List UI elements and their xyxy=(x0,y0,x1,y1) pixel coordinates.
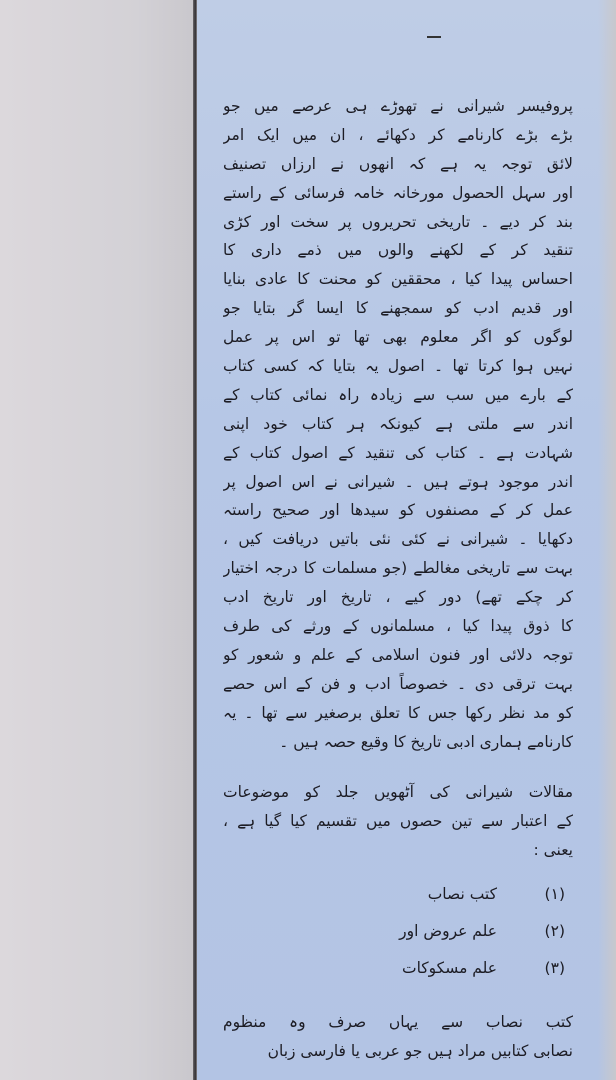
text-line: لائق توجہ یہ ہے کہ انھوں نے ارزاں تصنیف xyxy=(223,154,573,173)
text-line: بہت سے تاریخی مغالطے (جو مسلمات کا درجہ اختیار xyxy=(223,559,573,578)
topic-list xyxy=(223,875,573,986)
text-line: اندر موجود ہوتے ہیں ۔ شیرانی نے اس اصول پر xyxy=(223,472,573,491)
book-page xyxy=(197,0,616,1080)
text-line: کے بارے میں سب سے زیادہ راہ نمائی کتاب کے xyxy=(223,385,573,404)
list-item xyxy=(223,912,573,949)
list-label: علم عروض اور xyxy=(399,921,497,940)
paragraph-1 xyxy=(223,92,573,756)
text-line: احساس پیدا کیا ، محققین کو محنت کا عادی بنایا xyxy=(223,270,573,289)
paragraph-3 xyxy=(223,1008,573,1066)
list-number: (۱) xyxy=(544,884,565,903)
text-line: لوگوں کو اگر معلوم بھی تھا تو اس پر عمل xyxy=(223,328,573,347)
text-line: توجہ دلائی اور فنون اسلامی کے علم و شعور کو xyxy=(223,645,573,664)
list-number: (۲) xyxy=(544,921,565,940)
text-line: نہیں ہوا کرتا تھا ۔ اصول یہ بتایا کہ کسی کتاب xyxy=(223,357,573,376)
header-mark xyxy=(427,36,441,38)
page-text xyxy=(223,92,573,1066)
text-line: کارنامے ہماری ادبی تاریخ کا وقیع حصہ ہیں ۔ xyxy=(279,732,573,751)
text-line: اندر سے ملتی ہے کیونکہ ہر کتاب خود اپنی xyxy=(223,414,573,433)
text-line: اور قدیم ادب کو سمجھنے کا ایسا گر بتایا جو xyxy=(223,299,573,318)
text-line: نصابی کتابیں مراد ہیں جو عربی یا فارسی زبان xyxy=(267,1042,573,1061)
paragraph-2 xyxy=(223,778,573,865)
text-line: بہت ترقی دی ۔ خصوصاً ادب و فن کے اس حصے xyxy=(223,674,573,693)
text-line: کر چکے تھے) دور کیے ، تاریخ اور تاریخ ادب xyxy=(223,588,573,607)
text-line: دکھایا ۔ شیرانی نے کئی نئی باتیں دریافت کیں ، xyxy=(223,530,573,549)
list-item xyxy=(223,949,573,986)
list-item xyxy=(223,875,573,912)
text-line: کا ذوق پیدا کیا ، مسلمانوں کے ورثے کی طرف xyxy=(223,617,573,636)
text-line: شہادت ہے ۔ کتاب کی تنقید کے اصول کتاب کے xyxy=(223,443,573,462)
text-line: بڑے بڑے کارنامے کر دکھائے ، ان میں ایک امر xyxy=(223,125,573,144)
text-line: عمل کر کے مصنفوں کو سیدھا اور صحیح راستہ xyxy=(223,501,573,520)
list-label: کتب نصاب xyxy=(427,884,497,903)
text-line: تنقید کر کے لکھنے والوں میں ذمے داری کا xyxy=(223,241,573,260)
text-line: یعنی : xyxy=(533,841,573,860)
left-page xyxy=(0,0,196,1080)
text-line: کو مد نظر رکھا جس کا تعلق برصغیر سے تھا ۔ یہ xyxy=(223,703,573,722)
text-line: پروفیسر شیرانی نے تھوڑے ہی عرصے میں جو xyxy=(223,97,573,115)
list-number: (۳) xyxy=(544,958,565,977)
text-line: کے اعتبار سے تین حصوں میں تقسیم کیا گیا ہے ، xyxy=(223,812,573,831)
text-line: بند کر دیے ۔ تاریخی تحریروں پر سخت اور کڑی xyxy=(223,212,573,231)
text-line: کتب نصاب سے یہاں صرف وہ منظوم xyxy=(223,1013,573,1032)
list-label: علم مسکوکات xyxy=(401,958,497,977)
text-line: مقالات شیرانی کی آٹھویں جلد کو موضوعات xyxy=(223,783,573,802)
text-line: اور سہل الحصول مورخانہ خامہ فرسائی کے راستے xyxy=(223,183,573,202)
